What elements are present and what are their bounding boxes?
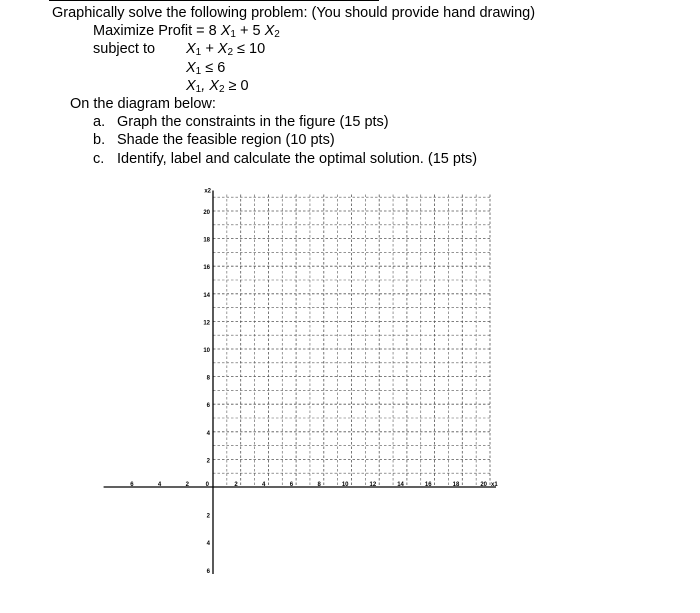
x-tick-label: 8 [317,482,321,488]
constraint-1-var: X [186,41,196,57]
constraint-2-rhs: ≤ 6 [201,60,226,76]
constraint-1-sub2: 2 [227,47,233,58]
x-tick-label: 6 [130,482,134,488]
objective-sub1: 1 [230,29,236,40]
y-tick-label: 12 [203,320,210,327]
objective-var1: X [220,23,231,39]
task-a-marker: a. [93,114,106,130]
x-tick-label: 16 [424,482,432,488]
constraint-1-mid: + X [201,41,228,57]
x-tick-label: 2 [234,482,238,488]
diagram-intro: On the diagram below: [70,96,216,112]
y-tick-label: 6 [206,568,210,575]
y-tick-label: 14 [203,292,210,299]
constraint-3-var: X [186,78,196,94]
x-tick-label: 4 [262,482,266,488]
x-tick-label: 18 [452,482,460,488]
x-tick-label: 14 [397,482,404,488]
constraint-1-rhs: ≤ 10 [233,41,266,57]
constraint-3-sub1: 1 [195,84,202,95]
y-tick-label: 16 [203,265,210,272]
y-tick-label: 2 [206,458,210,465]
y-tick-label: 4 [206,541,210,548]
x-tick-label: 12 [369,482,377,488]
objective-prefix: Maximize Profit = 8 [93,23,221,39]
y-axis-label: x2 [204,188,211,195]
objective-sub2: 2 [274,29,280,40]
x-tick-label: 6 [289,482,294,488]
x-tick-label: 4 [157,482,162,488]
y-tick-label: 2 [206,513,210,520]
objective-var2: X [264,23,275,39]
objective-plus: + 5 [235,23,265,39]
subject-to-label: subject to [93,41,156,57]
task-b-text: Shade the feasible region (10 pts) [117,132,335,148]
x-axis-label: x1 [491,482,498,488]
y-tick-label: 10 [203,348,210,354]
constraint-2-var: X [186,60,196,76]
constraint-3-rhs: ≥ 0 [224,78,249,94]
problem-heading: Graphically solve the following problem: (You should provide hand drawing) [52,5,536,21]
task-a-text: Graph the constraints in the figure (15 pts) [117,114,389,130]
y-tick-label: 18 [203,237,210,244]
constraint-1-sub1: 1 [195,47,202,58]
y-tick-label: 4 [206,430,210,437]
x-tick-label: 2 [185,482,189,488]
task-b-marker: b. [93,132,106,148]
constraint-3-sub2: 2 [218,84,225,95]
x-tick-label: 10 [341,482,349,488]
task-c-text: Identify, label and calculate the optimal solution. (15 pts) [117,151,478,167]
x-tick-label: 20 [480,482,487,488]
y-tick-label: 20 [203,210,210,216]
constraint-2-sub1: 1 [195,66,202,77]
constraint-3-mid: , X [201,78,219,94]
task-c-marker: c. [93,151,105,167]
y-tick-label: 6 [206,403,210,410]
y-tick-label: 8 [206,375,210,382]
x-tick-label: 0 [205,482,209,488]
